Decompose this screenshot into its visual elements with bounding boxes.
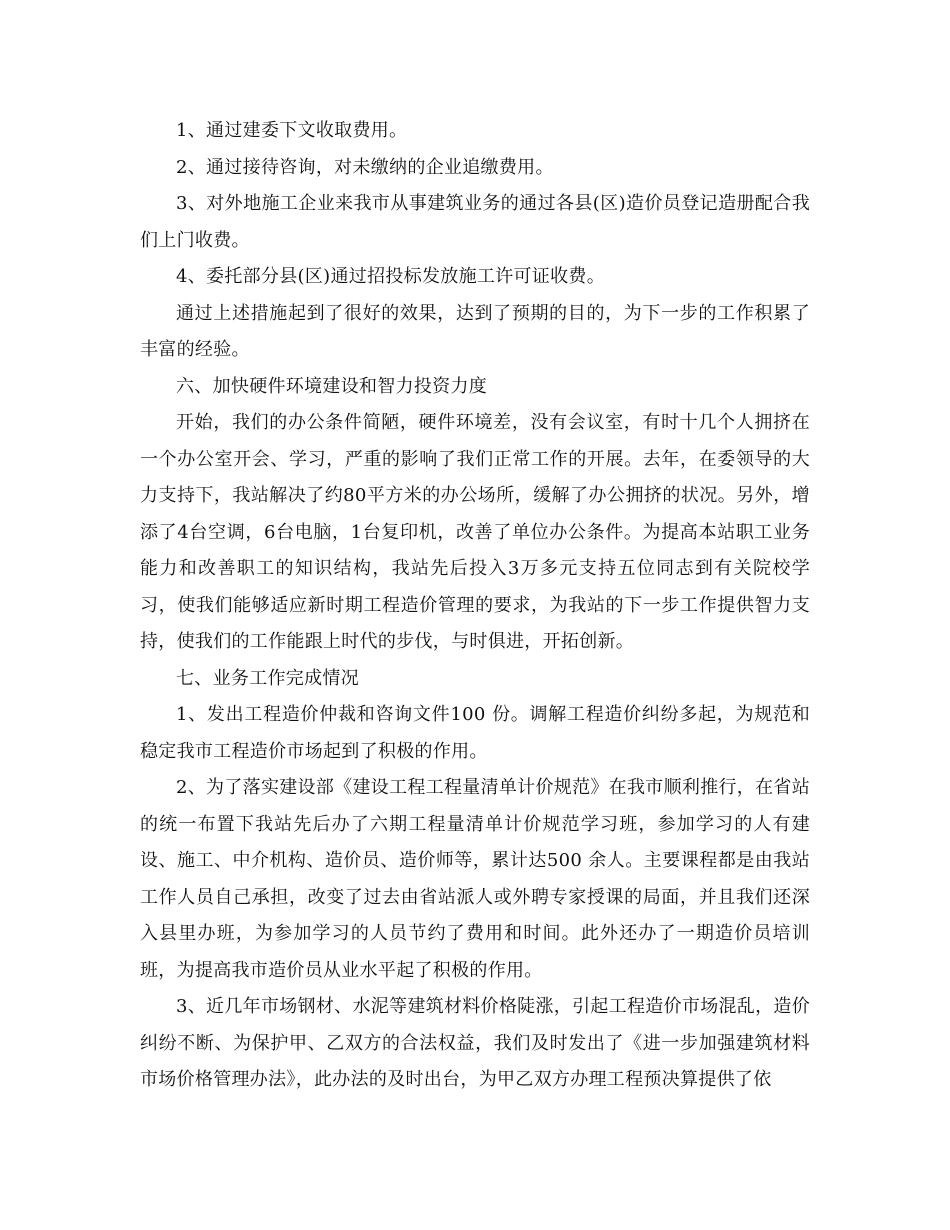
paragraph-item-2: 2、通过接待咨询，对未缴纳的企业追缴费用。 [176,156,554,178]
paragraph-business-2: 2、为了落实建设部《建设工程工程量清单计价规范》在我市顺利推行，在省站的统一布置下我站先后办了六期工程量清单计价规范学习班，参加学习的人有建设、施工、中介机构、造价员、造价师等，累计达500 余人。主要课程都是由我站工作人员自己承担，改变了过去由省站派人或外聘专家授课的局面，并且我们还深入县里办班，为参加学习的人员节约了费用和时间。此外还办了一期造价员培训班，为提高我市造价员从业水平起了积极的作用。 [140,777,810,981]
document-body [140,113,810,1099]
paragraph-office-conditions: 开始，我们的办公条件简陋，硬件环境差，没有会议室，有时十几个人拥挤在一个办公室开会、学习，严重的影响了我们正常工作的开展。去年，在委领导的大力支持下，我站解决了约80平方米的办公场所，缓解了办公拥挤的状况。另外，增添了4台空调，6台电脑，1台复印机，改善了单位办公条件。为提高本站职工业务能力和改善职工的知识结构，我站先后投入3万多元支持五位同志到有关院校学习，使我们能够适应新时期工程造价管理的要求，为我站的下一步工作提供智力支持，使我们的工作能跟上时代的步伐，与时俱进，开拓创新。 [140,412,810,652]
paragraph-item-3: 3、对外地施工企业来我市从事建筑业务的通过各县(区)造价员登记造册配合我们上门收费。 [140,193,810,251]
paragraph-item-1: 1、通过建委下文收取费用。 [176,120,408,141]
paragraph-item-4: 4、委托部分县(区)通过招投标发放施工许可证收费。 [176,266,605,287]
paragraph-summary: 通过上述措施起到了很好的效果，达到了预期的目的，为下一步的工作积累了丰富的经验。 [140,302,810,360]
section-heading-7: 七、业务工作完成情况 [176,667,359,689]
paragraph-business-1: 1、发出工程造价仲裁和咨询文件100 份。调解工程造价纠纷多起，为规范和稳定我市工程造价市场起到了积极的作用。 [140,704,810,762]
paragraph-business-3: 3、近几年市场钢材、水泥等建筑材料价格陡涨，引起工程造价市场混乱，造价纠纷不断、为保护甲、乙双方的合法权益，我们及时发出了《进一步加强建筑材料市场价格管理办法》，此办法的及时出台，为甲乙双方办理工程预决算提供了依 [140,996,810,1090]
section-heading-6: 六、加快硬件环境建设和智力投资力度 [176,375,488,397]
